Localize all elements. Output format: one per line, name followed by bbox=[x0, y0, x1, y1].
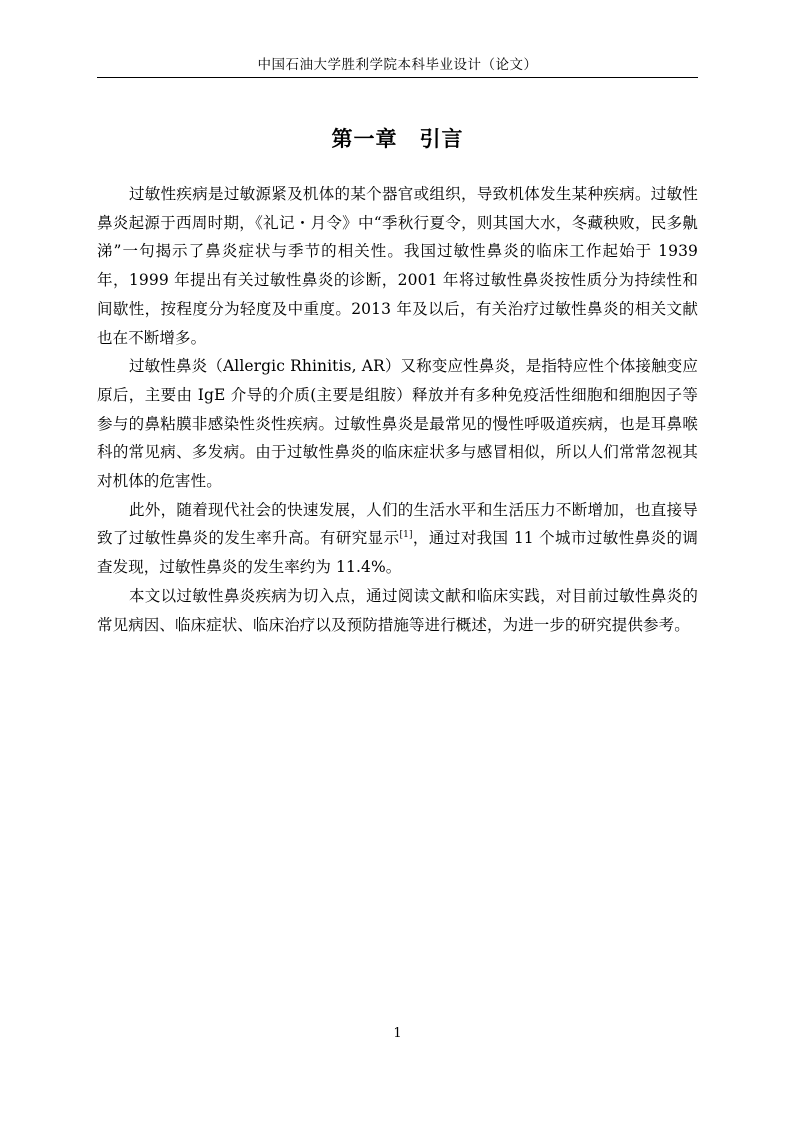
page-number: 1 bbox=[393, 1026, 402, 1041]
paragraph-3-text-before: 此外，随着现代社会的快速发展，人们的生活水平和生活压力不断增加，也直接导致了过敏性鼻炎的发生率升高。有研究显示 bbox=[97, 500, 698, 548]
paragraph-1: 过敏性疾病是过敏源紧及机体的某个器官或组织，导致机体发生某种疾病。过敏性鼻炎起源于西周时期，《礼记・月令》中“季秋行夏令，则其国大水，冬藏秧败，民多鼽涕”一句揭示了鼻炎症状与季节的相关性。我国过敏性鼻炎的临床工作起始于 1939 年，1999 年提出有关过敏性鼻炎的诊断，2001 年将过敏性鼻炎按性质分为持续性和间歇性，按程度分为轻度及中重度。2013 年及以后，有关治疗过敏性鼻炎的相关文献也在不断增多。 bbox=[97, 185, 698, 347]
paragraph-4: 本文以过敏性鼻炎疾病为切入点，通过阅读文献和临床实践，对目前过敏性鼻炎的常见病因、临床症状、临床治疗以及预防措施等进行概述，为进一步的研究提供参考。 bbox=[97, 586, 698, 634]
paragraph-3 bbox=[97, 496, 698, 582]
chapter-name: 引言 bbox=[419, 127, 464, 151]
paragraph-3-text-after: ，通过对我国 11 个城市过敏性鼻炎的调查发现，过敏性鼻炎的发生率约为 11.4%。 bbox=[97, 529, 698, 577]
paragraph-2: 过敏性鼻炎（Allergic Rhinitis, AR）又称变应性鼻炎，是指特应性个体接触变应原后，主要由 IgE 介导的介质(主要是组胺）释放并有多种免疫活性细胞和细胞因子等参与的鼻粘膜非感染性炎性疾病。过敏性鼻炎是最常见的慢性呼吸道疾病，也是耳鼻喉科的常见病、多发病。由于过敏性鼻炎的临床症状多与感冒相似，所以人们常常忽视其对机体的危害性。 bbox=[97, 357, 698, 491]
chapter-title bbox=[97, 124, 698, 154]
body-text bbox=[97, 180, 698, 639]
running-header: 中国石油大学胜利学院本科毕业设计（论文） bbox=[257, 57, 538, 73]
chapter-label: 第一章 bbox=[331, 127, 398, 151]
citation-reference[interactable]: [1] bbox=[399, 530, 413, 541]
header-rule bbox=[97, 77, 698, 78]
